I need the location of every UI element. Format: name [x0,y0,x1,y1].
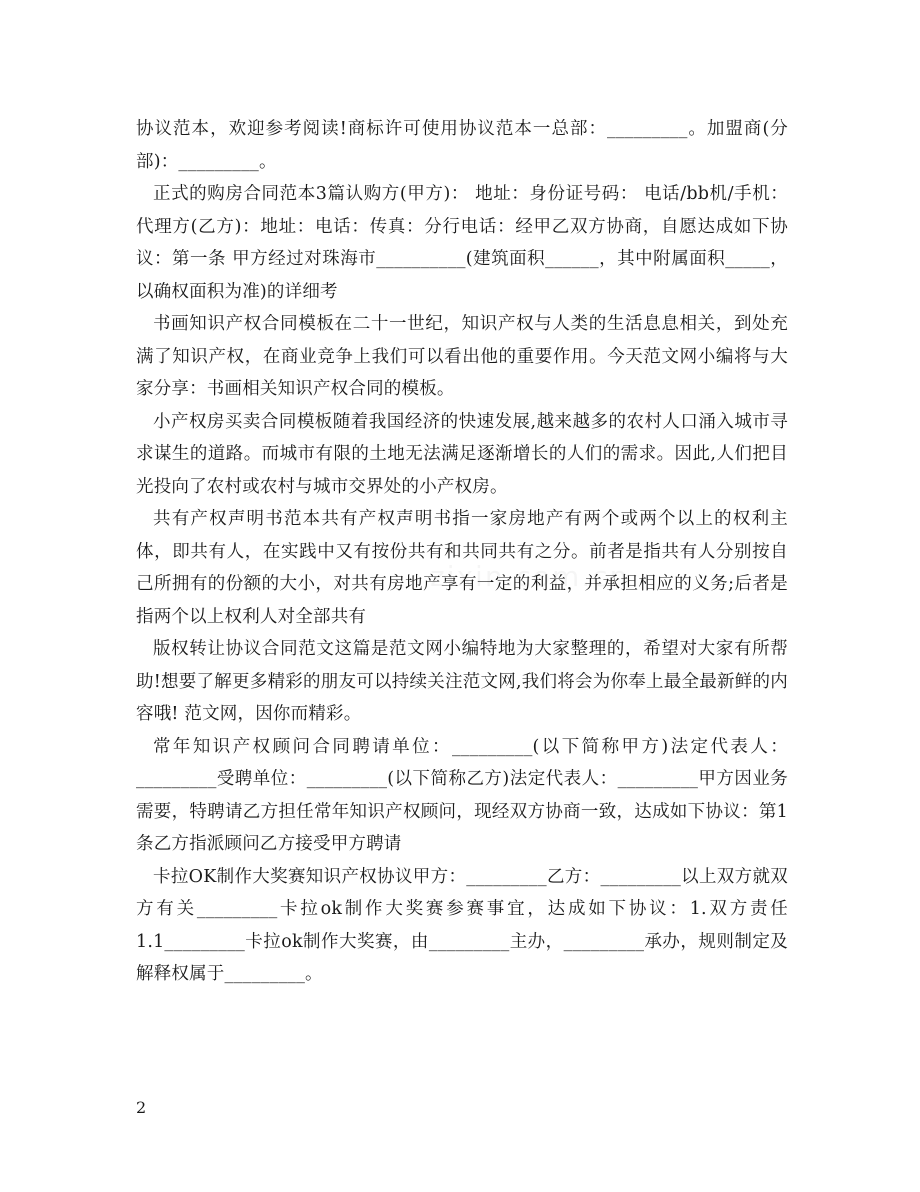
document-body [136,113,788,991]
paragraph-karaoke-ip-agreement: 卡拉OK制作大奖赛知识产权协议甲方：_________乙方：_________以上双方就双方有关_________卡拉ok制作大奖赛参赛事宜，达成如下协议：1.双方责任1.1_________卡拉ok制作大奖赛，由_________主办，_________承办，规则制定及解释权属于_________。 [136,866,788,984]
paragraph-small-property-house: 小产权房买卖合同模板随着我国经济的快速发展,越来越多的农村人口涌入城市寻求谋生的道路。而城市有限的土地无法满足逐渐增长的人们的需求。因此,人们把目光投向了农村或农村与城市交界处的小产权房。 [136,411,788,497]
paragraph-calligraphy-ip-contract: 书画知识产权合同模板在二十一世纪，知识产权与人类的生活息息相关，到处充满了知识产权，在商业竞争上我们可以看出他的重要作用。今天范文网小编将与大家分享：书画相关知识产权合同的模板。 [136,314,788,399]
paragraph-trademark-license: 协议范本，欢迎参考阅读!商标许可使用协议范本一总部：_________。加盟商(分部)：_________。 [136,119,788,172]
paragraph-co-ownership-statement: 共有产权声明书范本共有产权声明书指一家房地产有两个或两个以上的权利主体，即共有人，在实践中又有按份共有和共同共有之分。前者是指共有人分别按自己所拥有的份额的大小，对共有房地产享有一定的利益，并承担相应的义务;后者是指两个以上权利人对全部共有 [136,509,788,627]
page-number: 2 [136,1098,147,1117]
paragraph-copyright-transfer: 版权转让协议合同范文这篇是范文网小编特地为大家整理的，希望对大家有所帮助!想要了解更多精彩的朋友可以持续关注范文网,我们将会为你奉上最全最新鲜的内容哦! 范文网，因你而精彩。 [136,639,788,724]
paragraph-house-purchase-contract: 正式的购房合同范本3篇认购方(甲方)： 地址：身份证号码： 电话/bb机/手机：代理方(乙方)：地址：电话：传真：分行电话：经甲乙双方协商，自愿达成如下协议：第一条 甲方经过对珠海市__________(建筑面积______，其中附属面积_____，以确权面积为准)的详细考 [136,184,788,302]
paragraph-ip-consultant-contract: 常年知识产权顾问合同聘请单位：_________(以下简称甲方)法定代表人：_________受聘单位：_________(以下简称乙方)法定代表人：_________甲方因业务需要，特聘请乙方担任常年知识产权顾问，现经双方协商一致，达成如下协议：第1条乙方指派顾问乙方接受甲方聘请 [136,736,788,854]
